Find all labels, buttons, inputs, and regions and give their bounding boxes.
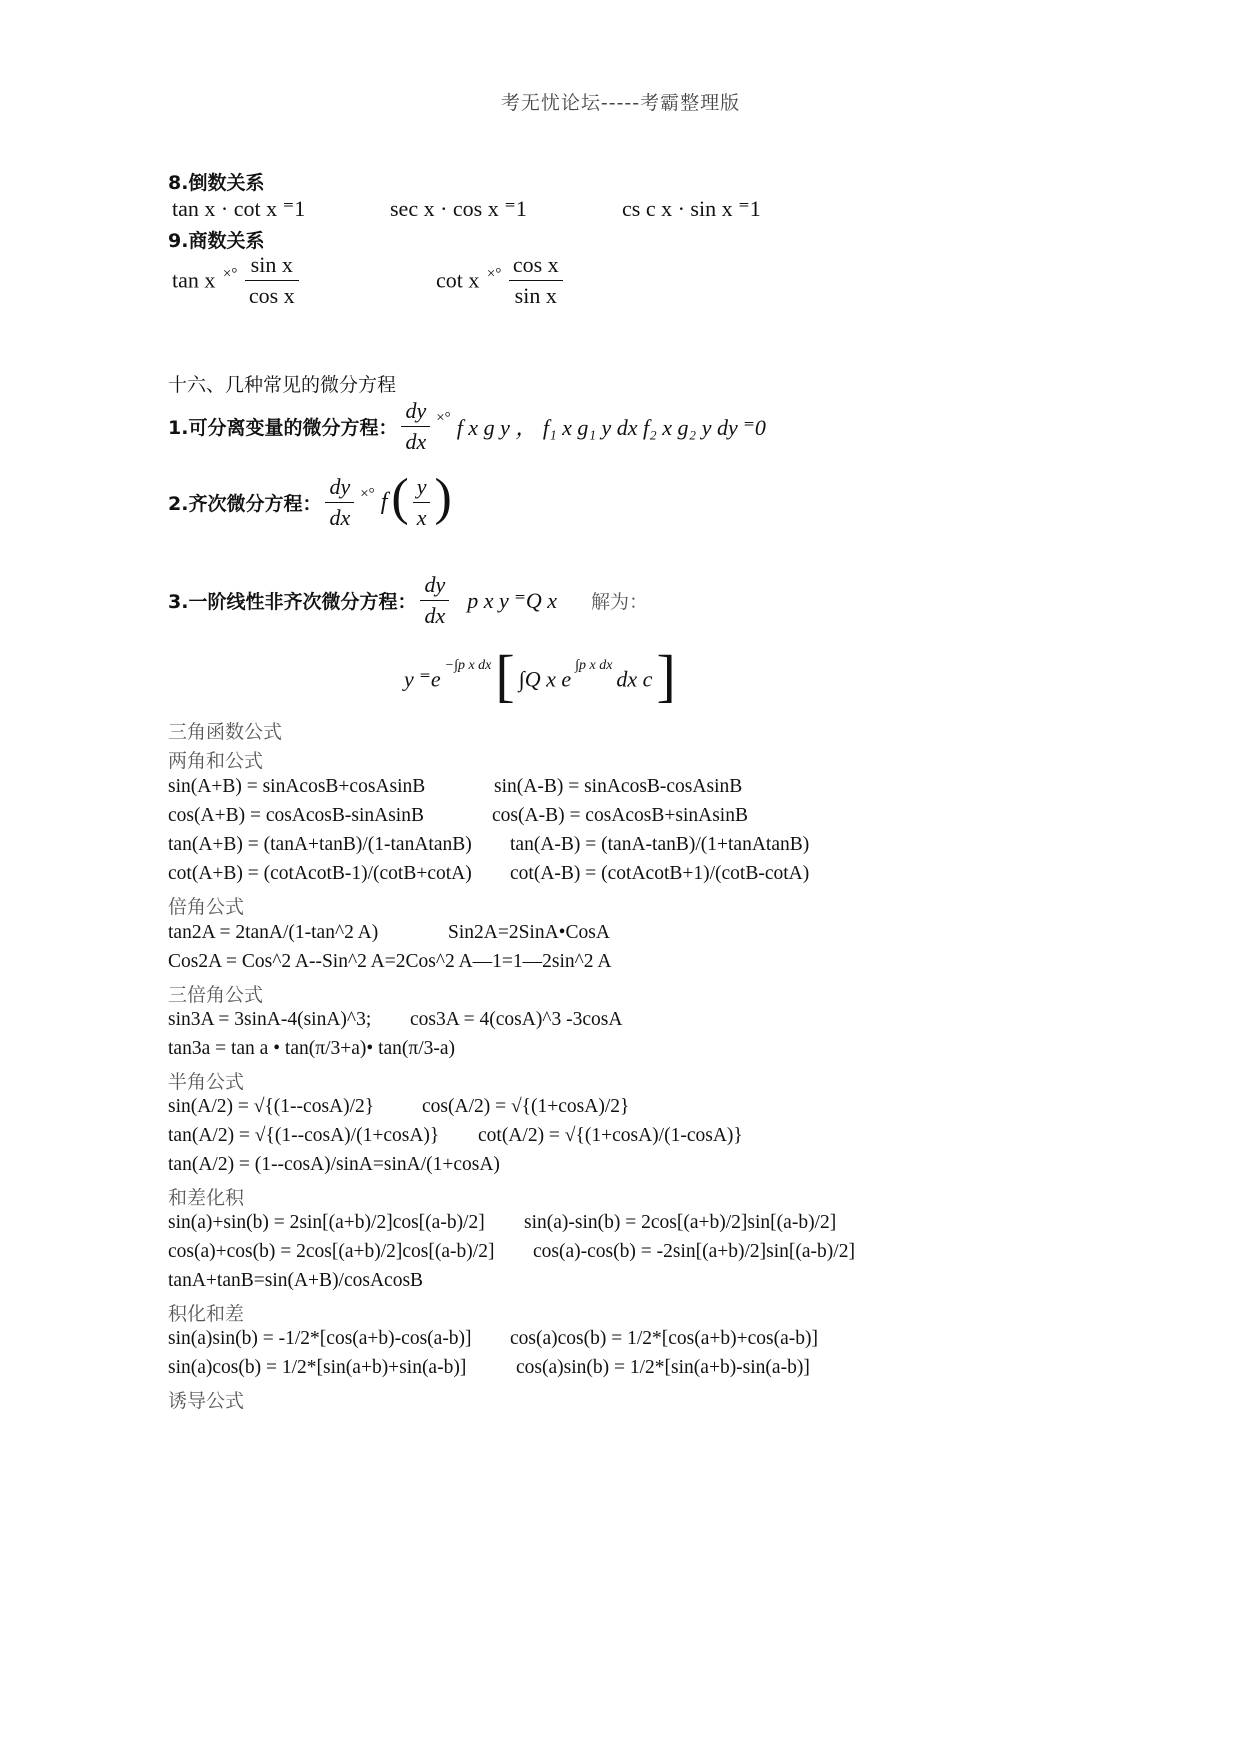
quotient-eq-tan: tan x ×° $\frac{\text{sin x}}{\text{cos x}}$ — [172, 252, 299, 309]
formula-row: tan(A+B) = (tanA+tanB)/(1-tanAtanB) tan(A-B) = (tanA-tanB)/(1+tanAtanB) — [168, 834, 810, 855]
linear-ode-label: 3.一阶线性非齐次微分方程： — [168, 591, 417, 613]
cot-lhs: cot x — [436, 267, 480, 293]
formula-row: sin(A/2) = √{(1--cosA)/2} cos(A/2) = √{(1+cosA)/2} — [168, 1096, 630, 1117]
formula-row: sin(a)+sin(b) = 2sin[(a+b)/2]cos[(a-b)/2] sin(a)-sin(b) = 2cos[(a+b)/2]sin[(a-b)/2] — [168, 1212, 837, 1233]
product-to-sum-title: 积化和差 — [168, 1303, 245, 1325]
formula-row: sin(A+B) = sinAcosB+cosAsinB sin(A-B) = sinAcosB-cosAsinB — [168, 776, 743, 797]
separable-ode: 1.可分离变量的微分方程： $\frac{dy}{dx}$ ×° f x g y ， f₁ x g₁ y dx f₂ x g₂ y dy ⁼0 — [168, 398, 766, 454]
linear-ode — [168, 572, 648, 629]
formula-row: tanA+tanB=sin(A+B)/cosAcosB — [168, 1270, 424, 1291]
formula-row: sin(a)sin(b) = -1/2*[cos(a+b)-cos(a-b)] cos(a)cos(b) = 1/2*[cos(a+b)+cos(a-b)] — [168, 1328, 819, 1349]
dy-dx-fraction: $\frac{dy}{dx}$ — [401, 398, 430, 455]
dy-dx-fraction: $\frac{dy}{dx}$ — [325, 474, 354, 531]
formula-row: tan3a = tan a • tan(π/3+a)• tan(π/3-a) — [168, 1038, 456, 1059]
homogeneous-ode: 2.齐次微分方程： $\frac{dy}{dx}$ ×° f ( $\frac{y}{x}$ ) — [168, 469, 452, 530]
formula-row: sin3A = 3sinA-4(sinA)^3; cos3A = 4(cosA)^3 -3cosA — [168, 1009, 623, 1030]
quotient-eq-cot: cot x ×° $\frac{\text{cos x}}{\text{sin x}}$ — [436, 252, 563, 309]
linear-ode-solution: y ⁼e −∫p x dx [ ∫Q x e ∫p x dx dx c ] — [404, 643, 676, 708]
triple-angle-title: 三倍角公式 — [168, 984, 264, 1006]
section-16-title: 十六、几种常见的微分方程 — [168, 374, 397, 396]
section-9-title: 9.商数关系 — [168, 230, 265, 252]
formula-row: tan2A = 2tanA/(1-tan^2 A) Sin2A=2SinA•CosA — [168, 922, 610, 943]
formula-row: cot(A+B) = (cotAcotB-1)/(cotB+cotA) cot(A-B) = (cotAcotB+1)/(cotB-cotA) — [168, 863, 810, 884]
separable-ode-label: 1.可分离变量的微分方程： — [168, 417, 398, 439]
sum-to-product-title: 和差化积 — [168, 1187, 245, 1209]
solution-label: 解为： — [591, 591, 649, 613]
dy-dx-fraction: $\frac{dy}{dx}$ — [420, 572, 449, 629]
reciprocal-eq-csc-sin: cs c x · sin x ⁼1 — [622, 196, 761, 221]
trig-title: 三角函数公式 — [168, 721, 283, 743]
double-angle-title: 倍角公式 — [168, 896, 245, 918]
induction-formula-title: 诱导公式 — [168, 1390, 245, 1412]
tan-fraction: $\frac{\text{sin x}}{\text{cos x}}$ — [245, 252, 299, 309]
page-header: 考无忧论坛-----考霸整理版 — [500, 92, 741, 114]
sum-formula-title: 两角和公式 — [168, 750, 264, 772]
formula-row: sin(a)cos(b) = 1/2*[sin(a+b)+sin(a-b)] cos(a)sin(b) = 1/2*[sin(a+b)-sin(a-b)] — [168, 1357, 810, 1378]
formula-row: cos(a)+cos(b) = 2cos[(a+b)/2]cos[(a-b)/2] cos(a)-cos(b) = -2sin[(a+b)/2]sin[(a-b)/2] — [168, 1241, 855, 1262]
separable-ode-rhs: f x g y ， f₁ x g₁ y dx f₂ x g₂ y dy ⁼0 — [456, 415, 766, 440]
linear-ode-rhs: p x y ⁼Q x — [467, 587, 558, 613]
formula-row: cos(A+B) = cosAcosB-sinAsinB cos(A-B) = cosAcosB+sinAsinB — [168, 805, 748, 826]
cot-fraction: $\frac{\text{cos x}}{\text{sin x}}$ — [509, 252, 563, 309]
formula-row: tan(A/2) = √{(1--cosA)/(1+cosA)} cot(A/2) = √{(1+cosA)/(1-cosA)} — [168, 1125, 743, 1146]
homogeneous-ode-label: 2.齐次微分方程： — [168, 492, 322, 515]
reciprocal-eq-sec-cos: sec x · cos x ⁼1 — [390, 196, 527, 221]
y-over-x-fraction: $\frac{y}{x}$ — [413, 474, 431, 531]
formula-row: Cos2A = Cos^2 A--Sin^2 A=2Cos^2 A—1=1—2sin^2 A — [168, 951, 612, 972]
reciprocal-eq-tan-cot: tan x · cot x ⁼1 — [172, 196, 306, 221]
half-angle-title: 半角公式 — [168, 1071, 245, 1093]
formula-row: tan(A/2) = (1--cosA)/sinA=sinA/(1+cosA) — [168, 1154, 500, 1175]
tan-lhs: tan x — [172, 267, 216, 293]
section-8-title: 8.倒数关系 — [168, 172, 265, 194]
